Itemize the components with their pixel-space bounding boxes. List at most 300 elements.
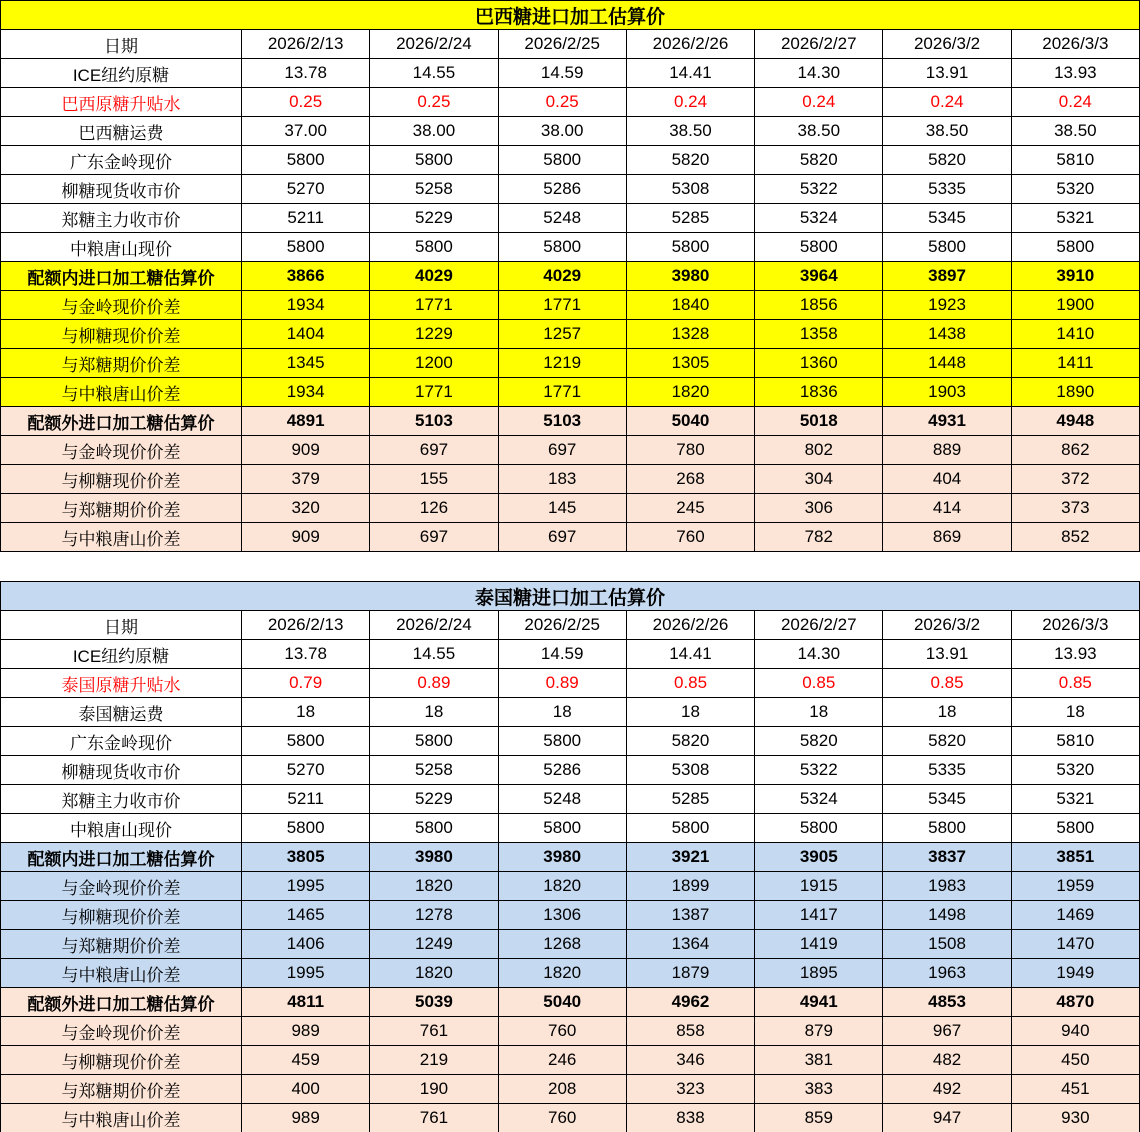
value-cell: 383 — [755, 1075, 883, 1104]
value-cell: 697 — [370, 523, 498, 552]
table-row — [1, 378, 1140, 407]
value-cell: 0.89 — [498, 669, 626, 698]
row-label: 与郑糖期价价差 — [1, 1075, 242, 1104]
value-cell: 5800 — [498, 233, 626, 262]
value-cell: 14.30 — [755, 59, 883, 88]
date-header: 2026/3/3 — [1011, 611, 1139, 640]
row-label: 郑糖主力收市价 — [1, 785, 242, 814]
value-cell: 320 — [242, 494, 370, 523]
value-cell: 1771 — [370, 378, 498, 407]
table-row — [1, 988, 1140, 1017]
value-cell: 5800 — [883, 233, 1011, 262]
value-cell: 1771 — [370, 291, 498, 320]
row-label: 与郑糖期价价差 — [1, 930, 242, 959]
value-cell: 3964 — [755, 262, 883, 291]
value-cell: 1470 — [1011, 930, 1139, 959]
value-cell: 306 — [755, 494, 883, 523]
row-label: ICE纽约原糖 — [1, 59, 242, 88]
value-cell: 379 — [242, 465, 370, 494]
value-cell: 0.79 — [242, 669, 370, 698]
value-cell: 219 — [370, 1046, 498, 1075]
row-label: 与柳糖现价价差 — [1, 1046, 242, 1075]
value-cell: 5800 — [498, 814, 626, 843]
table-row — [1, 465, 1140, 494]
row-label: 配额内进口加工糖估算价 — [1, 262, 242, 291]
value-cell: 5335 — [883, 175, 1011, 204]
value-cell: 909 — [242, 523, 370, 552]
row-label: 泰国原糖升贴水 — [1, 669, 242, 698]
value-cell: 5285 — [626, 204, 754, 233]
brazil-sugar-title: 巴西糖进口加工估算价 — [1, 1, 1140, 30]
value-cell: 372 — [1011, 465, 1139, 494]
value-cell: 18 — [242, 698, 370, 727]
value-cell: 989 — [242, 1104, 370, 1132]
date-header: 2026/2/24 — [370, 611, 498, 640]
value-cell: 14.55 — [370, 640, 498, 669]
table-row — [1, 291, 1140, 320]
row-label: 与金岭现价价差 — [1, 436, 242, 465]
value-cell: 5320 — [1011, 175, 1139, 204]
table-gap — [0, 552, 1140, 581]
value-cell: 5322 — [755, 175, 883, 204]
value-cell: 14.59 — [498, 59, 626, 88]
value-cell: 1836 — [755, 378, 883, 407]
value-cell: 1900 — [1011, 291, 1139, 320]
value-cell: 208 — [498, 1075, 626, 1104]
value-cell: 909 — [242, 436, 370, 465]
value-cell: 5800 — [242, 233, 370, 262]
value-cell: 18 — [1011, 698, 1139, 727]
value-cell: 697 — [498, 523, 626, 552]
value-cell: 989 — [242, 1017, 370, 1046]
row-label: 泰国糖运费 — [1, 698, 242, 727]
value-cell: 947 — [883, 1104, 1011, 1132]
value-cell: 183 — [498, 465, 626, 494]
value-cell: 414 — [883, 494, 1011, 523]
table-row — [1, 262, 1140, 291]
row-label: 广东金岭现价 — [1, 146, 242, 175]
thailand-sugar-title: 泰国糖进口加工估算价 — [1, 582, 1140, 611]
value-cell: 858 — [626, 1017, 754, 1046]
value-cell: 5820 — [755, 727, 883, 756]
value-cell: 838 — [626, 1104, 754, 1132]
value-cell: 5345 — [883, 204, 1011, 233]
value-cell: 1915 — [755, 872, 883, 901]
value-cell: 879 — [755, 1017, 883, 1046]
value-cell: 5800 — [242, 814, 370, 843]
value-cell: 852 — [1011, 523, 1139, 552]
value-cell: 5800 — [498, 146, 626, 175]
value-cell: 268 — [626, 465, 754, 494]
value-cell: 0.24 — [755, 88, 883, 117]
value-cell: 451 — [1011, 1075, 1139, 1104]
value-cell: 859 — [755, 1104, 883, 1132]
value-cell: 5211 — [242, 204, 370, 233]
value-cell: 38.50 — [755, 117, 883, 146]
date-header: 2026/3/2 — [883, 611, 1011, 640]
value-cell: 404 — [883, 465, 1011, 494]
value-cell: 1438 — [883, 320, 1011, 349]
value-cell: 400 — [242, 1075, 370, 1104]
value-cell: 18 — [498, 698, 626, 727]
table-row — [1, 1017, 1140, 1046]
value-cell: 37.00 — [242, 117, 370, 146]
value-cell: 1469 — [1011, 901, 1139, 930]
table-row — [1, 204, 1140, 233]
value-cell: 18 — [370, 698, 498, 727]
value-cell: 760 — [626, 523, 754, 552]
value-cell: 145 — [498, 494, 626, 523]
row-label: 与金岭现价价差 — [1, 872, 242, 901]
value-cell: 5324 — [755, 204, 883, 233]
value-cell: 492 — [883, 1075, 1011, 1104]
date-header: 2026/2/25 — [498, 611, 626, 640]
row-label: 与中粮唐山价差 — [1, 1104, 242, 1132]
date-header: 2026/2/13 — [242, 611, 370, 640]
value-cell: 869 — [883, 523, 1011, 552]
value-cell: 1840 — [626, 291, 754, 320]
row-label: 与金岭现价价差 — [1, 291, 242, 320]
row-label: 配额外进口加工糖估算价 — [1, 988, 242, 1017]
value-cell: 697 — [498, 436, 626, 465]
value-cell: 5285 — [626, 785, 754, 814]
value-cell: 3866 — [242, 262, 370, 291]
value-cell: 5286 — [498, 756, 626, 785]
value-cell: 1364 — [626, 930, 754, 959]
value-cell: 889 — [883, 436, 1011, 465]
row-label: 与柳糖现价价差 — [1, 465, 242, 494]
value-cell: 1995 — [242, 872, 370, 901]
value-cell: 5820 — [883, 727, 1011, 756]
value-cell: 1358 — [755, 320, 883, 349]
value-cell: 1411 — [1011, 349, 1139, 378]
value-cell: 1200 — [370, 349, 498, 378]
value-cell: 5335 — [883, 756, 1011, 785]
value-cell: 4029 — [498, 262, 626, 291]
value-cell: 323 — [626, 1075, 754, 1104]
value-cell: 5248 — [498, 204, 626, 233]
value-cell: 1345 — [242, 349, 370, 378]
value-cell: 459 — [242, 1046, 370, 1075]
value-cell: 38.00 — [370, 117, 498, 146]
value-cell: 1923 — [883, 291, 1011, 320]
value-cell: 5800 — [1011, 233, 1139, 262]
row-label: 巴西糖运费 — [1, 117, 242, 146]
value-cell: 4941 — [755, 988, 883, 1017]
row-label: 与金岭现价价差 — [1, 1017, 242, 1046]
value-cell: 0.25 — [498, 88, 626, 117]
brazil-sugar-table — [0, 0, 1140, 552]
table-row — [1, 494, 1140, 523]
value-cell: 5800 — [370, 814, 498, 843]
value-cell: 3921 — [626, 843, 754, 872]
date-header: 2026/2/13 — [242, 30, 370, 59]
row-label: 柳糖现货收市价 — [1, 756, 242, 785]
value-cell: 5258 — [370, 175, 498, 204]
value-cell: 967 — [883, 1017, 1011, 1046]
table-row — [1, 175, 1140, 204]
value-cell: 1448 — [883, 349, 1011, 378]
value-cell: 38.00 — [498, 117, 626, 146]
value-cell: 1465 — [242, 901, 370, 930]
value-cell: 1278 — [370, 901, 498, 930]
row-label: 与柳糖现价价差 — [1, 901, 242, 930]
value-cell: 346 — [626, 1046, 754, 1075]
value-cell: 1903 — [883, 378, 1011, 407]
value-cell: 190 — [370, 1075, 498, 1104]
value-cell: 5320 — [1011, 756, 1139, 785]
value-cell: 5040 — [626, 407, 754, 436]
value-cell: 5800 — [883, 814, 1011, 843]
value-cell: 0.85 — [626, 669, 754, 698]
row-label: 广东金岭现价 — [1, 727, 242, 756]
date-header: 2026/2/26 — [626, 611, 754, 640]
row-label: 与郑糖期价价差 — [1, 494, 242, 523]
value-cell: 3897 — [883, 262, 1011, 291]
row-label: 与中粮唐山价差 — [1, 523, 242, 552]
value-cell: 862 — [1011, 436, 1139, 465]
value-cell: 38.50 — [626, 117, 754, 146]
value-cell: 5248 — [498, 785, 626, 814]
value-cell: 1963 — [883, 959, 1011, 988]
value-cell: 5820 — [626, 727, 754, 756]
value-cell: 1387 — [626, 901, 754, 930]
value-cell: 1249 — [370, 930, 498, 959]
value-cell: 4962 — [626, 988, 754, 1017]
table-row — [1, 930, 1140, 959]
value-cell: 1328 — [626, 320, 754, 349]
table-row — [1, 117, 1140, 146]
value-cell: 1419 — [755, 930, 883, 959]
table-row — [1, 320, 1140, 349]
value-cell: 14.30 — [755, 640, 883, 669]
value-cell: 1983 — [883, 872, 1011, 901]
value-cell: 5211 — [242, 785, 370, 814]
value-cell: 0.85 — [1011, 669, 1139, 698]
table-row — [1, 1104, 1140, 1132]
value-cell: 3980 — [626, 262, 754, 291]
value-cell: 38.50 — [1011, 117, 1139, 146]
value-cell: 1820 — [626, 378, 754, 407]
value-cell: 5800 — [755, 814, 883, 843]
row-label: ICE纽约原糖 — [1, 640, 242, 669]
date-row-label: 日期 — [1, 30, 242, 59]
value-cell: 0.24 — [1011, 88, 1139, 117]
value-cell: 1995 — [242, 959, 370, 988]
value-cell: 3980 — [498, 843, 626, 872]
row-label: 柳糖现货收市价 — [1, 175, 242, 204]
row-label: 配额外进口加工糖估算价 — [1, 407, 242, 436]
value-cell: 5800 — [626, 814, 754, 843]
brazil-sugar-table-section — [0, 0, 1140, 552]
value-cell: 930 — [1011, 1104, 1139, 1132]
table-row — [1, 146, 1140, 175]
value-cell: 1305 — [626, 349, 754, 378]
value-cell: 802 — [755, 436, 883, 465]
value-cell: 761 — [370, 1104, 498, 1132]
value-cell: 1410 — [1011, 320, 1139, 349]
date-row-label: 日期 — [1, 611, 242, 640]
value-cell: 5800 — [370, 233, 498, 262]
value-cell: 3837 — [883, 843, 1011, 872]
value-cell: 4853 — [883, 988, 1011, 1017]
value-cell: 1406 — [242, 930, 370, 959]
value-cell: 1820 — [498, 959, 626, 988]
value-cell: 1959 — [1011, 872, 1139, 901]
value-cell: 482 — [883, 1046, 1011, 1075]
value-cell: 4891 — [242, 407, 370, 436]
value-cell: 5345 — [883, 785, 1011, 814]
value-cell: 38.50 — [883, 117, 1011, 146]
value-cell: 1949 — [1011, 959, 1139, 988]
value-cell: 5820 — [883, 146, 1011, 175]
value-cell: 5322 — [755, 756, 883, 785]
value-cell: 3905 — [755, 843, 883, 872]
value-cell: 4870 — [1011, 988, 1139, 1017]
date-header: 2026/2/26 — [626, 30, 754, 59]
value-cell: 1404 — [242, 320, 370, 349]
table-row — [1, 872, 1140, 901]
value-cell: 0.25 — [242, 88, 370, 117]
value-cell: 5800 — [1011, 814, 1139, 843]
value-cell: 14.55 — [370, 59, 498, 88]
value-cell: 5810 — [1011, 146, 1139, 175]
date-header: 2026/3/3 — [1011, 30, 1139, 59]
value-cell: 1879 — [626, 959, 754, 988]
value-cell: 1306 — [498, 901, 626, 930]
value-cell: 3980 — [370, 843, 498, 872]
value-cell: 14.41 — [626, 59, 754, 88]
date-header: 2026/3/2 — [883, 30, 1011, 59]
value-cell: 5800 — [242, 727, 370, 756]
table-row — [1, 814, 1140, 843]
date-header: 2026/2/24 — [370, 30, 498, 59]
value-cell: 13.93 — [1011, 640, 1139, 669]
value-cell: 5820 — [755, 146, 883, 175]
table-row — [1, 523, 1140, 552]
value-cell: 1820 — [498, 872, 626, 901]
value-cell: 697 — [370, 436, 498, 465]
value-cell: 18 — [626, 698, 754, 727]
table-row — [1, 669, 1140, 698]
value-cell: 5810 — [1011, 727, 1139, 756]
table-row — [1, 1075, 1140, 1104]
value-cell: 782 — [755, 523, 883, 552]
value-cell: 1895 — [755, 959, 883, 988]
value-cell: 0.89 — [370, 669, 498, 698]
value-cell: 1820 — [370, 872, 498, 901]
value-cell: 5229 — [370, 204, 498, 233]
value-cell: 0.25 — [370, 88, 498, 117]
date-header: 2026/2/25 — [498, 30, 626, 59]
table-row — [1, 901, 1140, 930]
row-label: 与郑糖期价价差 — [1, 349, 242, 378]
value-cell: 13.78 — [242, 59, 370, 88]
value-cell: 5040 — [498, 988, 626, 1017]
table-row — [1, 1046, 1140, 1075]
value-cell: 155 — [370, 465, 498, 494]
value-cell: 1360 — [755, 349, 883, 378]
value-cell: 1771 — [498, 291, 626, 320]
value-cell: 13.93 — [1011, 59, 1139, 88]
thailand-sugar-table — [0, 581, 1140, 1132]
value-cell: 304 — [755, 465, 883, 494]
value-cell: 5324 — [755, 785, 883, 814]
row-label: 与柳糖现价价差 — [1, 320, 242, 349]
date-header: 2026/2/27 — [755, 611, 883, 640]
value-cell: 5229 — [370, 785, 498, 814]
row-label: 配额内进口加工糖估算价 — [1, 843, 242, 872]
value-cell: 1257 — [498, 320, 626, 349]
value-cell: 1890 — [1011, 378, 1139, 407]
value-cell: 1820 — [370, 959, 498, 988]
row-label: 中粮唐山现价 — [1, 233, 242, 262]
date-header: 2026/2/27 — [755, 30, 883, 59]
value-cell: 246 — [498, 1046, 626, 1075]
value-cell: 5103 — [370, 407, 498, 436]
value-cell: 3805 — [242, 843, 370, 872]
value-cell: 245 — [626, 494, 754, 523]
value-cell: 5039 — [370, 988, 498, 1017]
thailand-sugar-table-section — [0, 581, 1140, 1132]
row-label: 郑糖主力收市价 — [1, 204, 242, 233]
value-cell: 4811 — [242, 988, 370, 1017]
value-cell: 761 — [370, 1017, 498, 1046]
value-cell: 381 — [755, 1046, 883, 1075]
value-cell: 5286 — [498, 175, 626, 204]
value-cell: 5103 — [498, 407, 626, 436]
value-cell: 1856 — [755, 291, 883, 320]
table-row — [1, 436, 1140, 465]
value-cell: 14.59 — [498, 640, 626, 669]
value-cell: 5800 — [370, 146, 498, 175]
table-row — [1, 698, 1140, 727]
value-cell: 5800 — [370, 727, 498, 756]
value-cell: 1498 — [883, 901, 1011, 930]
value-cell: 5820 — [626, 146, 754, 175]
value-cell: 5321 — [1011, 204, 1139, 233]
table-row — [1, 727, 1140, 756]
value-cell: 13.91 — [883, 59, 1011, 88]
table-row — [1, 349, 1140, 378]
value-cell: 450 — [1011, 1046, 1139, 1075]
value-cell: 1934 — [242, 378, 370, 407]
value-cell: 1219 — [498, 349, 626, 378]
row-label: 中粮唐山现价 — [1, 814, 242, 843]
value-cell: 0.24 — [626, 88, 754, 117]
value-cell: 18 — [755, 698, 883, 727]
value-cell: 126 — [370, 494, 498, 523]
value-cell: 0.85 — [755, 669, 883, 698]
value-cell: 5270 — [242, 756, 370, 785]
table-row — [1, 59, 1140, 88]
value-cell: 13.91 — [883, 640, 1011, 669]
value-cell: 5308 — [626, 175, 754, 204]
table-row — [1, 756, 1140, 785]
value-cell: 4931 — [883, 407, 1011, 436]
value-cell: 14.41 — [626, 640, 754, 669]
value-cell: 5800 — [242, 146, 370, 175]
value-cell: 940 — [1011, 1017, 1139, 1046]
value-cell: 1508 — [883, 930, 1011, 959]
value-cell: 1771 — [498, 378, 626, 407]
value-cell: 780 — [626, 436, 754, 465]
value-cell: 1899 — [626, 872, 754, 901]
value-cell: 1934 — [242, 291, 370, 320]
value-cell: 13.78 — [242, 640, 370, 669]
value-cell: 5308 — [626, 756, 754, 785]
value-cell: 760 — [498, 1017, 626, 1046]
